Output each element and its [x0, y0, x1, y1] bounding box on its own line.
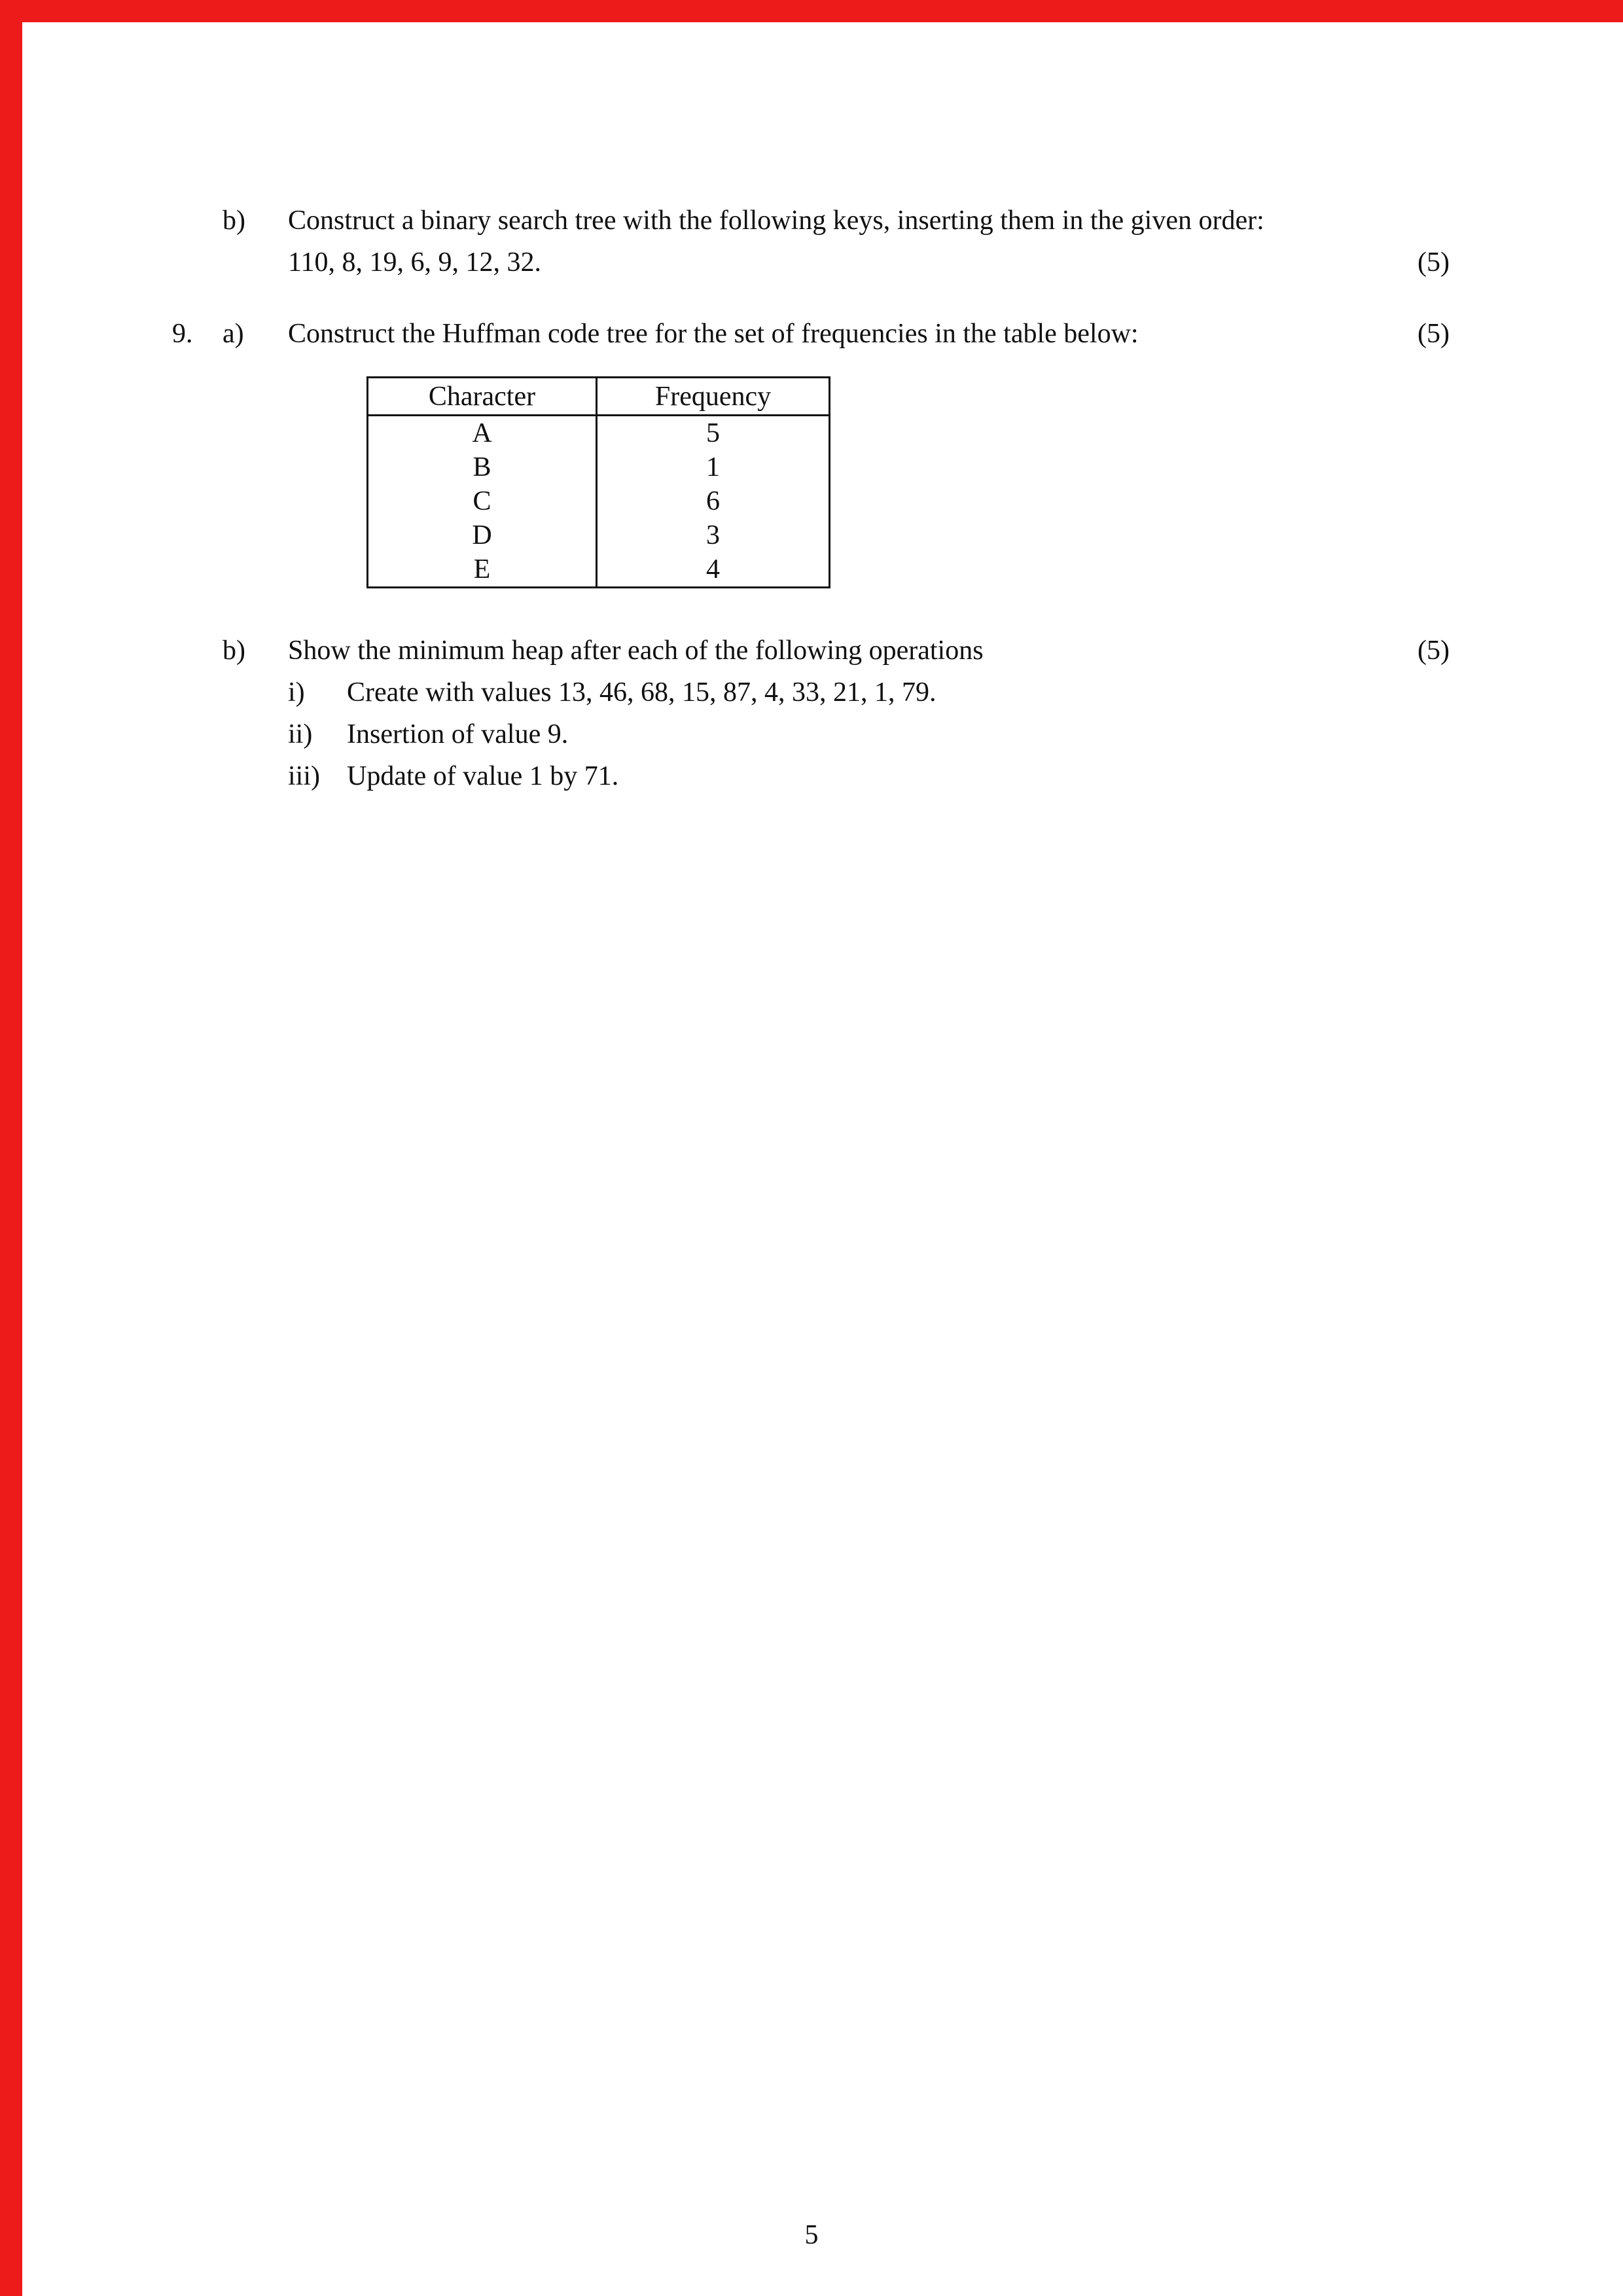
table-row: [368, 416, 830, 451]
subitem-i-text: Create with values 13, 46, 68, 15, 87, 4, 33, 21, 1, 79.: [347, 677, 936, 708]
subitem-iii-label: iii): [288, 761, 320, 791]
question-8b: [223, 200, 1450, 283]
cell-character: A: [368, 416, 597, 451]
table-row: [368, 450, 830, 484]
question-8b-line1: Construct a binary search tree with the following keys, inserting them in the given order:: [288, 206, 1264, 236]
cell-frequency: 6: [706, 486, 720, 516]
question-9-number: 9.: [172, 319, 193, 349]
question-9b: [223, 630, 1450, 797]
subitem-iii-text: Update of value 1 by 71.: [347, 761, 619, 791]
list-item: [288, 672, 1450, 713]
question-9b-text: Show the minimum heap after each of the following operations: [288, 636, 984, 666]
subitem-i-label: i): [288, 677, 305, 708]
question-9a-label: a): [223, 319, 244, 349]
cell-frequency: 4: [706, 554, 720, 584]
question-9b-marks: (5): [1418, 636, 1450, 666]
table-row: [368, 484, 830, 518]
scan-edge-top: [0, 0, 1623, 22]
table-row: [368, 518, 830, 552]
cell-character: B: [368, 450, 597, 484]
list-item: [288, 713, 1450, 755]
question-8b-line2: 110, 8, 19, 6, 9, 12, 32.: [288, 247, 541, 278]
subitem-ii-text: Insertion of value 9.: [347, 719, 569, 749]
cell-frequency: 1: [706, 452, 720, 482]
list-item: [288, 755, 1450, 797]
question-9b-subitems: [288, 672, 1450, 797]
cell-character: C: [368, 484, 597, 518]
cell-frequency: 5: [706, 418, 720, 448]
question-8b-text: [288, 200, 1387, 283]
question-8b-marks: (5): [1418, 247, 1450, 278]
page-number: 5: [804, 2220, 819, 2250]
subitem-ii-label: ii): [288, 719, 313, 749]
scan-edge-left: [0, 0, 22, 2296]
table-header-frequency: Frequency: [597, 378, 830, 416]
table-header-character: Character: [368, 378, 597, 416]
question-9a-marks: (5): [1418, 319, 1450, 349]
cell-character: E: [368, 552, 597, 588]
cell-frequency: 3: [706, 520, 720, 550]
cell-character: D: [368, 518, 597, 552]
frequency-table-header-row: [368, 378, 830, 416]
table-row: [368, 552, 830, 588]
frequency-table: [366, 376, 830, 588]
question-9b-label: b): [223, 636, 245, 666]
question-9a-text: Construct the Huffman code tree for the set of frequencies in the table below:: [288, 319, 1139, 349]
question-8b-label: b): [223, 206, 245, 236]
question-9a: [172, 313, 1450, 355]
